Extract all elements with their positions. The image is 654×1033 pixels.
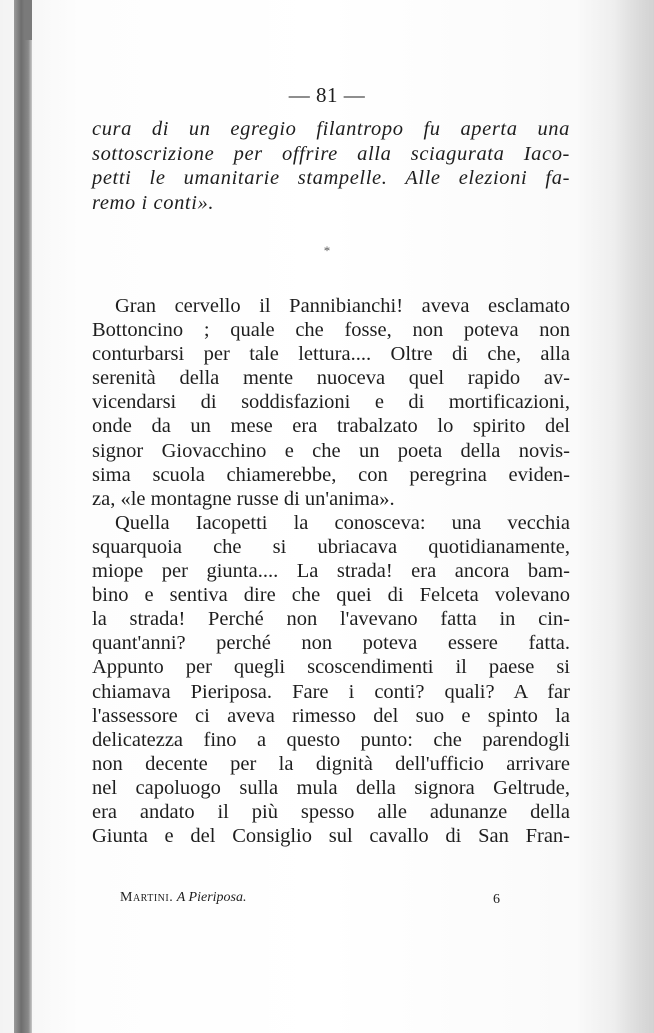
page-number-header: — 81 — (288, 83, 366, 107)
text-line: Gran cervello il Pannibianchi! aveva esclamato (115, 295, 570, 317)
text-line: Quella Iacopetti la conosceva: una vecchia (115, 511, 570, 534)
paragraph-2 (92, 511, 570, 848)
book-gutter-shadow (14, 0, 32, 1033)
text-line: conturbarsi per tale lettura.... Oltre di che, alla (92, 343, 570, 366)
section-separator-asterisk: * (323, 243, 331, 258)
text-line: signor Giovacchino e che un poeta della novis- (92, 439, 570, 462)
footer-signature-mark: 6 (493, 892, 500, 907)
text-line: squarquoia che si ubriacava quotidianamente, (92, 535, 570, 558)
text-line: era andato il più spesso alle adunanze della (92, 800, 570, 823)
text-line: non decente per la dignità dell'ufficio arrivare (92, 752, 570, 775)
text-line: petti le umanitarie stampelle. Alle elezioni fa- (92, 167, 570, 189)
text-line: quant'anni? perché non poteva essere fatta. (92, 632, 570, 655)
page-edge-shade (614, 0, 654, 1033)
text-line: sima scuola chiamerebbe, con peregrina eviden- (92, 463, 570, 486)
text-line: onde da un mese era trabalzato lo spirito del (92, 415, 570, 438)
text-line: miope per giunta.... La strada! era ancora bam- (92, 560, 570, 583)
text-line: l'assessore ci aveva rimesso del suo e spinto la (92, 704, 570, 727)
text-line: chiamava Pieriposa. Fare i conti? quali? A far (92, 680, 570, 703)
body-text (92, 294, 570, 848)
footer-signature-line (120, 890, 246, 906)
text-line: za, «le montagne russe di un'anima». (92, 487, 395, 510)
text-line: vicendarsi di soddisfazioni e di mortificazioni, (92, 391, 570, 414)
text-line: Appunto per quegli scoscendimenti il paese si (92, 656, 570, 679)
text-line: sottoscrizione per offrire alla sciagurata Iaco- (92, 142, 570, 165)
text-line: Bottoncino ; quale che fosse, non poteva non (92, 319, 570, 342)
text-line: nel capoluogo sulla mula della signora Geltrude, (92, 776, 570, 799)
italic-quote-block (92, 117, 570, 215)
book-gutter-edge (24, 0, 32, 40)
text-line: remo i conti». (92, 191, 215, 214)
text-line: serenità della mente nuoceva quel rapido av- (92, 367, 570, 390)
footer-author: Martini. (120, 890, 174, 905)
paragraph-1 (92, 294, 570, 511)
text-line: la strada! Perché non l'avevano fatta in cin- (92, 608, 570, 631)
text-line: delicatezza fino a questo punto: che parendogli (92, 728, 570, 751)
text-line: cura di un egregio filantropo fu aperta una (92, 118, 570, 140)
text-line: Giunta e del Consiglio sul cavallo di San Fran- (92, 825, 570, 848)
footer-book-title: A Pieriposa. (176, 890, 247, 905)
text-line: bino e sentiva dire che quei di Felceta volevano (92, 584, 570, 607)
